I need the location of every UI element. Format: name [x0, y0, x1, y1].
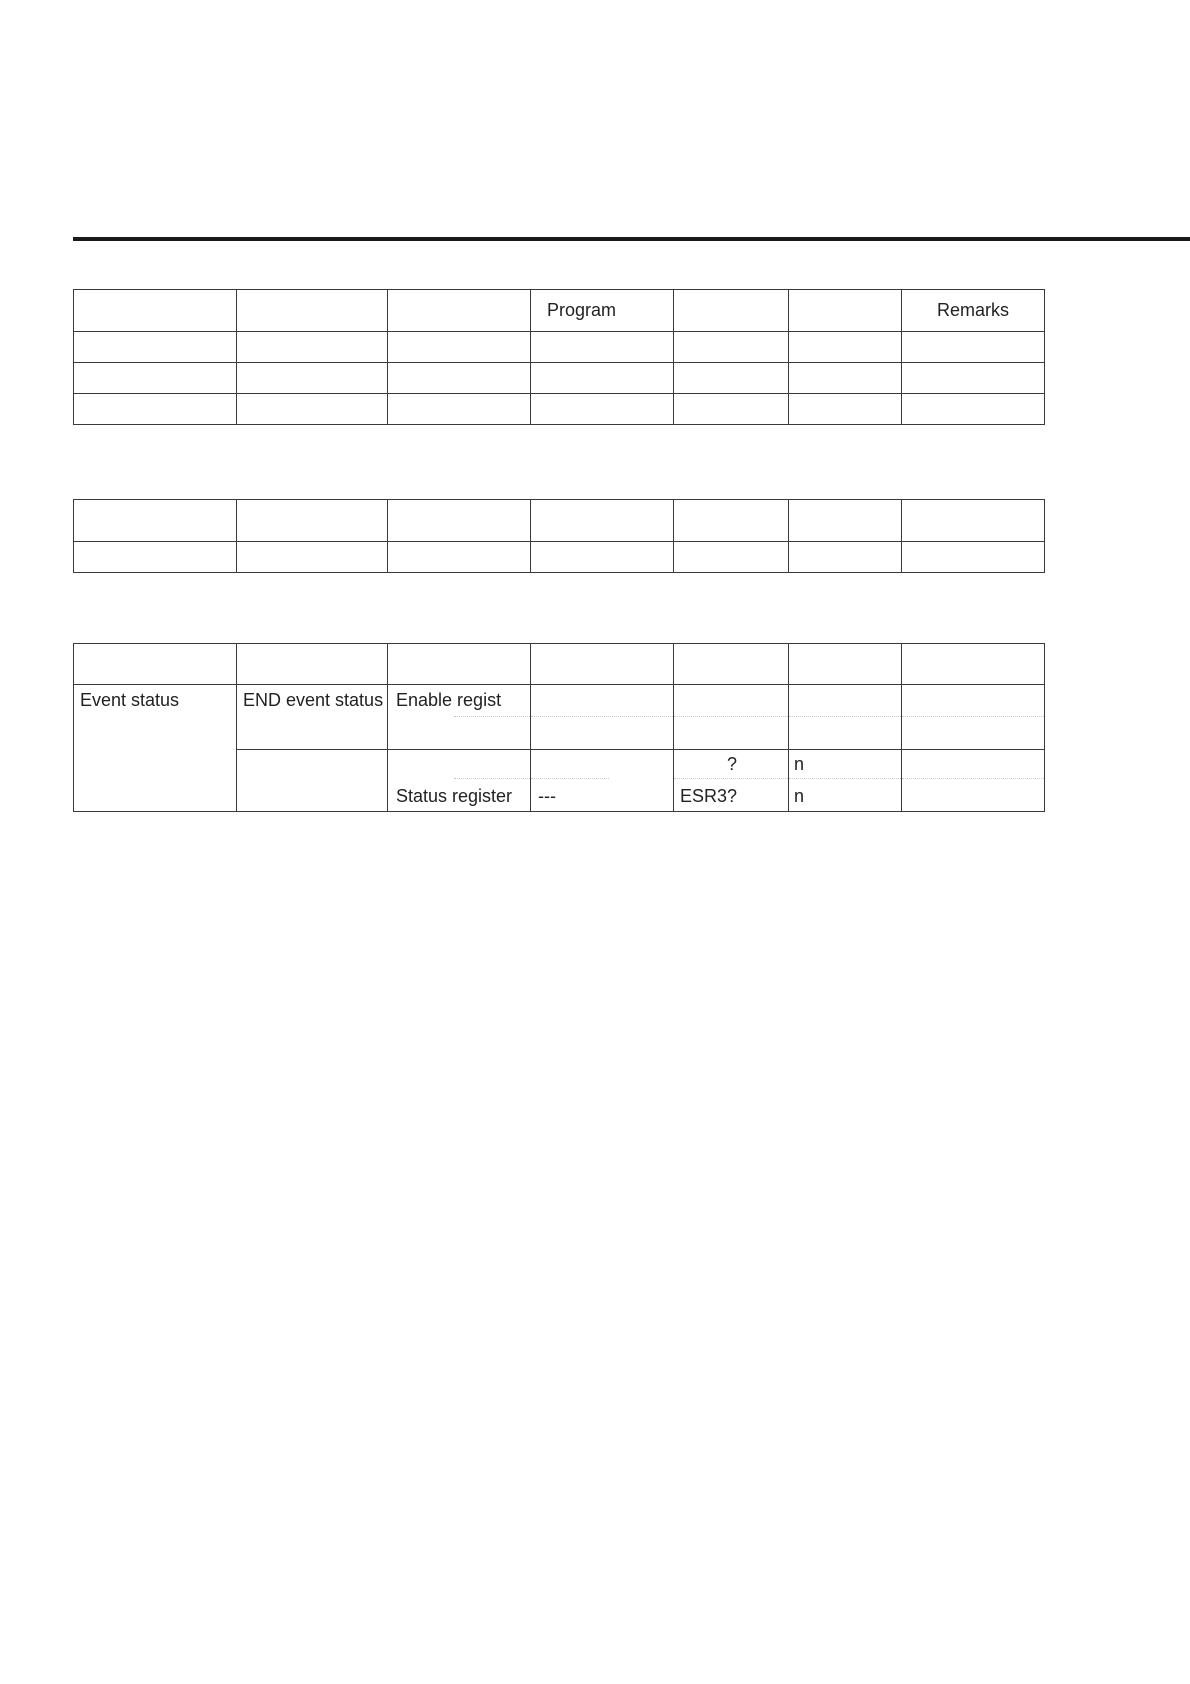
- command-table-1: [73, 289, 1045, 425]
- command-table-2: [73, 499, 1045, 573]
- table-row: [74, 685, 1045, 750]
- dotted-leader: [674, 778, 788, 779]
- dotted-leader: [789, 778, 901, 779]
- query-command-cell: ESR3?: [680, 786, 738, 806]
- dotted-leader: [531, 778, 609, 779]
- remarks-column-header: Remarks: [902, 290, 1045, 332]
- status-program-cell: ---: [538, 786, 556, 806]
- dotted-leader: [454, 778, 530, 779]
- header-rule: [73, 237, 1190, 241]
- table-header-row: [74, 644, 1045, 685]
- command-table-3: [73, 643, 1045, 812]
- table-row: [74, 542, 1045, 573]
- dotted-leader: [454, 716, 530, 717]
- program-column-header: Program: [531, 290, 674, 332]
- dotted-leader: [531, 716, 673, 717]
- table-header-row: [74, 500, 1045, 542]
- table-row: [74, 394, 1045, 425]
- table-row: [74, 363, 1045, 394]
- table-header-row: [74, 290, 1045, 332]
- dotted-leader: [902, 716, 1044, 717]
- parameter-cell: n: [794, 786, 805, 806]
- dotted-leader: [902, 778, 1044, 779]
- enable-register-cell: Enable regist: [396, 690, 502, 710]
- category-cell: Event status: [80, 690, 180, 710]
- table-row: [74, 332, 1045, 363]
- dotted-leader: [789, 716, 901, 717]
- status-register-cell: Status register: [396, 786, 513, 806]
- subcategory-cell: END event status: [243, 690, 384, 710]
- dotted-leader: [674, 716, 788, 717]
- query-char-cell: ?: [727, 754, 738, 774]
- parameter-cell: n: [794, 754, 805, 774]
